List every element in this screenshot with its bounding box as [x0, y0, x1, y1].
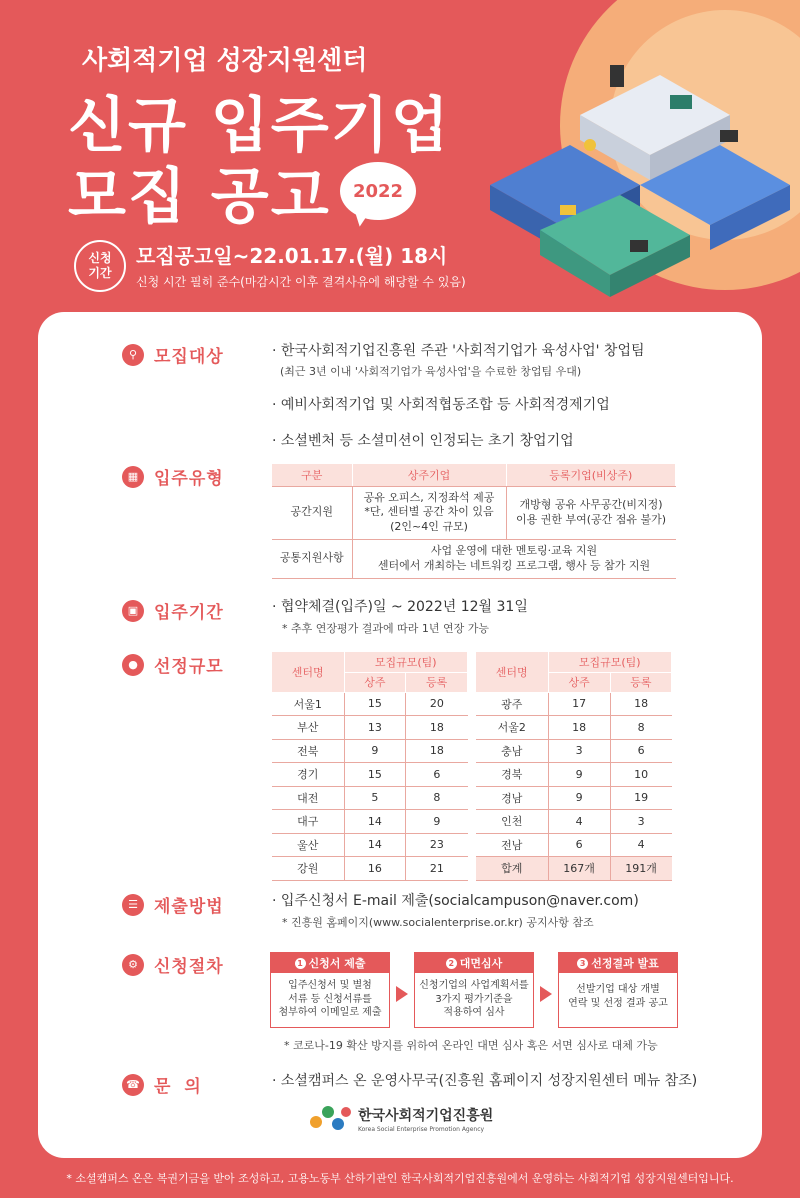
type-table — [272, 464, 676, 579]
scale-cell-name: 경남 — [476, 786, 548, 810]
building-icon: ▦ — [122, 466, 144, 488]
table-row — [272, 786, 468, 810]
step-desc-2: 3가지 평가기준을 — [435, 993, 513, 1005]
scale-cell-name: 광주 — [476, 692, 548, 716]
step-title: 신청서 제출 — [308, 957, 366, 970]
scale-cell-resident: 6 — [548, 833, 610, 857]
process-step-3 — [558, 952, 678, 1028]
scale-cell-name: 강원 — [272, 857, 344, 881]
scale-cell-name: 전북 — [272, 739, 344, 763]
section-label-submit: 제출방법 — [154, 897, 224, 917]
scale-table-right — [476, 652, 672, 881]
nonresident-desc-1: 개방형 공유 사무공간(비지정) — [519, 497, 663, 511]
arrow-right-icon — [540, 986, 552, 1002]
scale-cell-registered: 18 — [406, 739, 468, 763]
section-label-contact: 문의 — [154, 1077, 215, 1097]
center-name: 사회적기업 성장지원센터 — [82, 46, 368, 76]
step-title: 대면심사 — [459, 957, 503, 970]
target-item-note: (최근 3년 이내 '사회적기업가 육성사업'을 수료한 창업팀 우대) — [280, 364, 582, 378]
scale-cell-resident: 15 — [344, 763, 406, 787]
type-row-common — [352, 540, 676, 579]
section-label-type: 입주유형 — [154, 469, 224, 489]
table-row — [476, 739, 672, 763]
person-icon: ● — [122, 654, 144, 676]
target-item-2: · 예비사회적기업 및 사회적협동조합 등 사회적경제기업 — [272, 396, 610, 413]
section-label-scale: 선정규모 — [154, 657, 224, 677]
scale-header-registered: 등록 — [406, 672, 468, 692]
scale-cell-registered: 18 — [406, 716, 468, 740]
table-row — [272, 540, 676, 579]
scale-header-center: 센터명 — [272, 652, 344, 692]
step-desc-1: 선발기업 대상 개별 — [576, 984, 660, 995]
type-row-resident — [352, 486, 506, 540]
scale-cell-name: 대구 — [272, 810, 344, 834]
year-label: 2022 — [352, 180, 404, 202]
scale-cell-name: 경기 — [272, 763, 344, 787]
resident-desc-3: (2인~4인 규모) — [390, 520, 468, 534]
scale-cell-resident: 15 — [344, 692, 406, 716]
table-row — [272, 716, 468, 740]
scale-header-resident: 상주 — [344, 672, 406, 692]
table-row — [272, 833, 468, 857]
scale-cell-resident: 3 — [548, 739, 610, 763]
scale-cell-registered: 21 — [406, 857, 468, 881]
scale-cell-resident: 167개 — [548, 857, 610, 881]
scale-cell-resident: 14 — [344, 833, 406, 857]
section-label-process: 신청절차 — [154, 957, 224, 977]
step-desc-1: 입주신청서 및 별첨 — [288, 980, 372, 991]
table-row — [272, 810, 468, 834]
scale-cell-resident: 9 — [344, 739, 406, 763]
deadline-note: 신청 시간 필히 준수(마감시간 이후 결격사유에 해당할 수 있음) — [136, 275, 466, 289]
scale-cell-registered: 23 — [406, 833, 468, 857]
scale-cell-registered: 10 — [610, 763, 671, 787]
step-desc-2: 서류 등 신청서류를 — [288, 993, 372, 1005]
type-header-resident: 상주기업 — [352, 464, 506, 486]
scale-cell-resident: 18 — [548, 716, 610, 740]
scale-cell-name: 합계 — [476, 857, 548, 881]
calendar-icon: ▣ — [122, 600, 144, 622]
scale-cell-registered: 6 — [406, 763, 468, 787]
table-row — [476, 786, 672, 810]
section-label-target: 모집대상 — [154, 347, 224, 367]
page-title-line2: 모집 공고 — [68, 162, 331, 232]
scale-cell-resident: 5 — [344, 786, 406, 810]
scale-cell-registered: 20 — [406, 692, 468, 716]
scale-cell-name: 경북 — [476, 763, 548, 787]
table-row — [476, 692, 672, 716]
type-row-category: 공간지원 — [272, 486, 352, 540]
page-title-line1: 신규 입주기업 — [68, 91, 451, 161]
submit-note: * 진흥원 홈페이지(www.socialenterprise.or.kr) 공지사항 참조 — [282, 915, 594, 929]
type-row-common-category: 공통지원사항 — [272, 540, 352, 579]
common-desc-2: 센터에서 개최하는 네트워킹 프로그램, 행사 등 참가 지원 — [377, 558, 651, 572]
headset-icon: ☎ — [122, 1074, 144, 1096]
period-note: * 추후 연장평가 결과에 따라 1년 연장 가능 — [282, 621, 489, 635]
content-card — [38, 312, 762, 1158]
apply-period-badge — [74, 240, 126, 292]
scale-cell-registered: 191개 — [610, 857, 671, 881]
table-row — [272, 692, 468, 716]
section-label-period: 입주기간 — [154, 603, 224, 623]
step-desc-3: 적용하여 심사 — [443, 1007, 505, 1018]
scale-cell-registered: 3 — [610, 810, 671, 834]
step-desc-2: 연락 및 선정 결과 공고 — [568, 997, 668, 1009]
scale-cell-name: 서울2 — [476, 716, 548, 740]
target-item-3: · 소셜벤처 등 소셜미션이 인정되는 초기 창업기업 — [272, 432, 574, 449]
arrow-right-icon — [396, 986, 408, 1002]
apply-badge-line2: 기간 — [88, 266, 112, 280]
scale-table-left — [272, 652, 468, 881]
table-row — [476, 833, 672, 857]
document-icon: ☰ — [122, 894, 144, 916]
step-desc-3: 첨부하여 이메일로 제출 — [278, 1007, 382, 1018]
scale-cell-name: 인천 — [476, 810, 548, 834]
logo-name: 한국사회적기업진흥원 — [358, 1108, 494, 1124]
puzzle-office-illustration — [470, 35, 790, 305]
table-row — [476, 716, 672, 740]
search-icon: ⚲ — [122, 344, 144, 366]
common-desc-1: 사업 운영에 대한 멘토링·교육 지원 — [430, 544, 598, 558]
organization-logo — [308, 1102, 493, 1136]
scale-cell-name: 서울1 — [272, 692, 344, 716]
submit-main: · 입주신청서 E-mail 제출(socialcampuson@naver.com) — [272, 893, 639, 909]
table-row — [272, 486, 676, 540]
logo-mark-icon — [308, 1102, 352, 1136]
footer-note: * 소셜캠퍼스 온은 복권기금을 받아 조성하고, 고용노동부 산하기관인 한국사회적기업진흥원에서 운영하는 사회적기업 성장지원센터입니다. — [66, 1172, 734, 1185]
table-row — [272, 857, 468, 881]
scale-header-center: 센터명 — [476, 652, 548, 692]
scale-header-registered: 등록 — [610, 672, 671, 692]
table-row — [272, 763, 468, 787]
scale-cell-name: 충남 — [476, 739, 548, 763]
process-note: * 코로나-19 확산 방지를 위하여 온라인 대면 심사 혹은 서면 심사로 대체 가능 — [284, 1039, 658, 1052]
table-row — [476, 857, 672, 881]
scale-cell-name: 전남 — [476, 833, 548, 857]
gear-icon: ⚙ — [122, 954, 144, 976]
scale-cell-resident: 9 — [548, 763, 610, 787]
scale-cell-registered: 8 — [406, 786, 468, 810]
scale-cell-resident: 9 — [548, 786, 610, 810]
table-row — [272, 739, 468, 763]
scale-header-resident: 상주 — [548, 672, 610, 692]
target-item-1: · 한국사회적기업진흥원 주관 '사회적기업가 육성사업' 창업팀 — [272, 343, 645, 359]
scale-header-scale: 모집규모(팀) — [548, 652, 672, 672]
scale-cell-resident: 17 — [548, 692, 610, 716]
scale-cell-resident: 13 — [344, 716, 406, 740]
scale-cell-name: 울산 — [272, 833, 344, 857]
scale-cell-registered: 19 — [610, 786, 671, 810]
scale-cell-resident: 4 — [548, 810, 610, 834]
table-row — [476, 810, 672, 834]
year-speech-bubble — [340, 162, 416, 220]
scale-cell-registered: 9 — [406, 810, 468, 834]
scale-cell-registered: 8 — [610, 716, 671, 740]
step-number: 2 — [446, 958, 457, 969]
resident-desc-1: 공유 오피스, 지정좌석 제공 — [363, 490, 495, 504]
scale-cell-name: 대전 — [272, 786, 344, 810]
deadline-text: 모집공고일~22.01.17.(월) 18시 — [136, 244, 448, 268]
step-desc-1: 신청기업의 사업계획서를 — [419, 980, 529, 991]
scale-cell-registered: 6 — [610, 739, 671, 763]
resident-desc-2: *단, 센터별 공간 차이 있음 — [364, 505, 494, 519]
scale-header-scale: 모집규모(팀) — [344, 652, 468, 672]
nonresident-desc-2: 이용 권한 부여(공간 점유 불가) — [515, 512, 667, 526]
period-main: · 협약체결(입주)일 ~ 2022년 12월 31일 — [272, 599, 528, 615]
logo-english-name: Korea Social Enterprise Promotion Agency — [358, 1126, 485, 1133]
scale-cell-resident: 16 — [344, 857, 406, 881]
step-number: 1 — [295, 958, 306, 969]
scale-cell-registered: 18 — [610, 692, 671, 716]
process-step-1 — [270, 952, 390, 1028]
step-number: 3 — [577, 958, 588, 969]
scale-cell-registered: 4 — [610, 833, 671, 857]
scale-cell-resident: 14 — [344, 810, 406, 834]
table-row — [476, 763, 672, 787]
step-title: 선정결과 발표 — [591, 957, 659, 970]
type-row-nonresident — [506, 486, 676, 540]
process-step-2 — [414, 952, 534, 1028]
scale-cell-name: 부산 — [272, 716, 344, 740]
contact-main: · 소셜캠퍼스 온 운영사무국(진흥원 홈페이지 성장지원센터 메뉴 참조) — [272, 1073, 698, 1089]
apply-badge-line1: 신청 — [88, 251, 112, 265]
type-header-nonresident: 등록기업(비상주) — [506, 464, 676, 486]
type-header-category: 구분 — [272, 464, 352, 486]
